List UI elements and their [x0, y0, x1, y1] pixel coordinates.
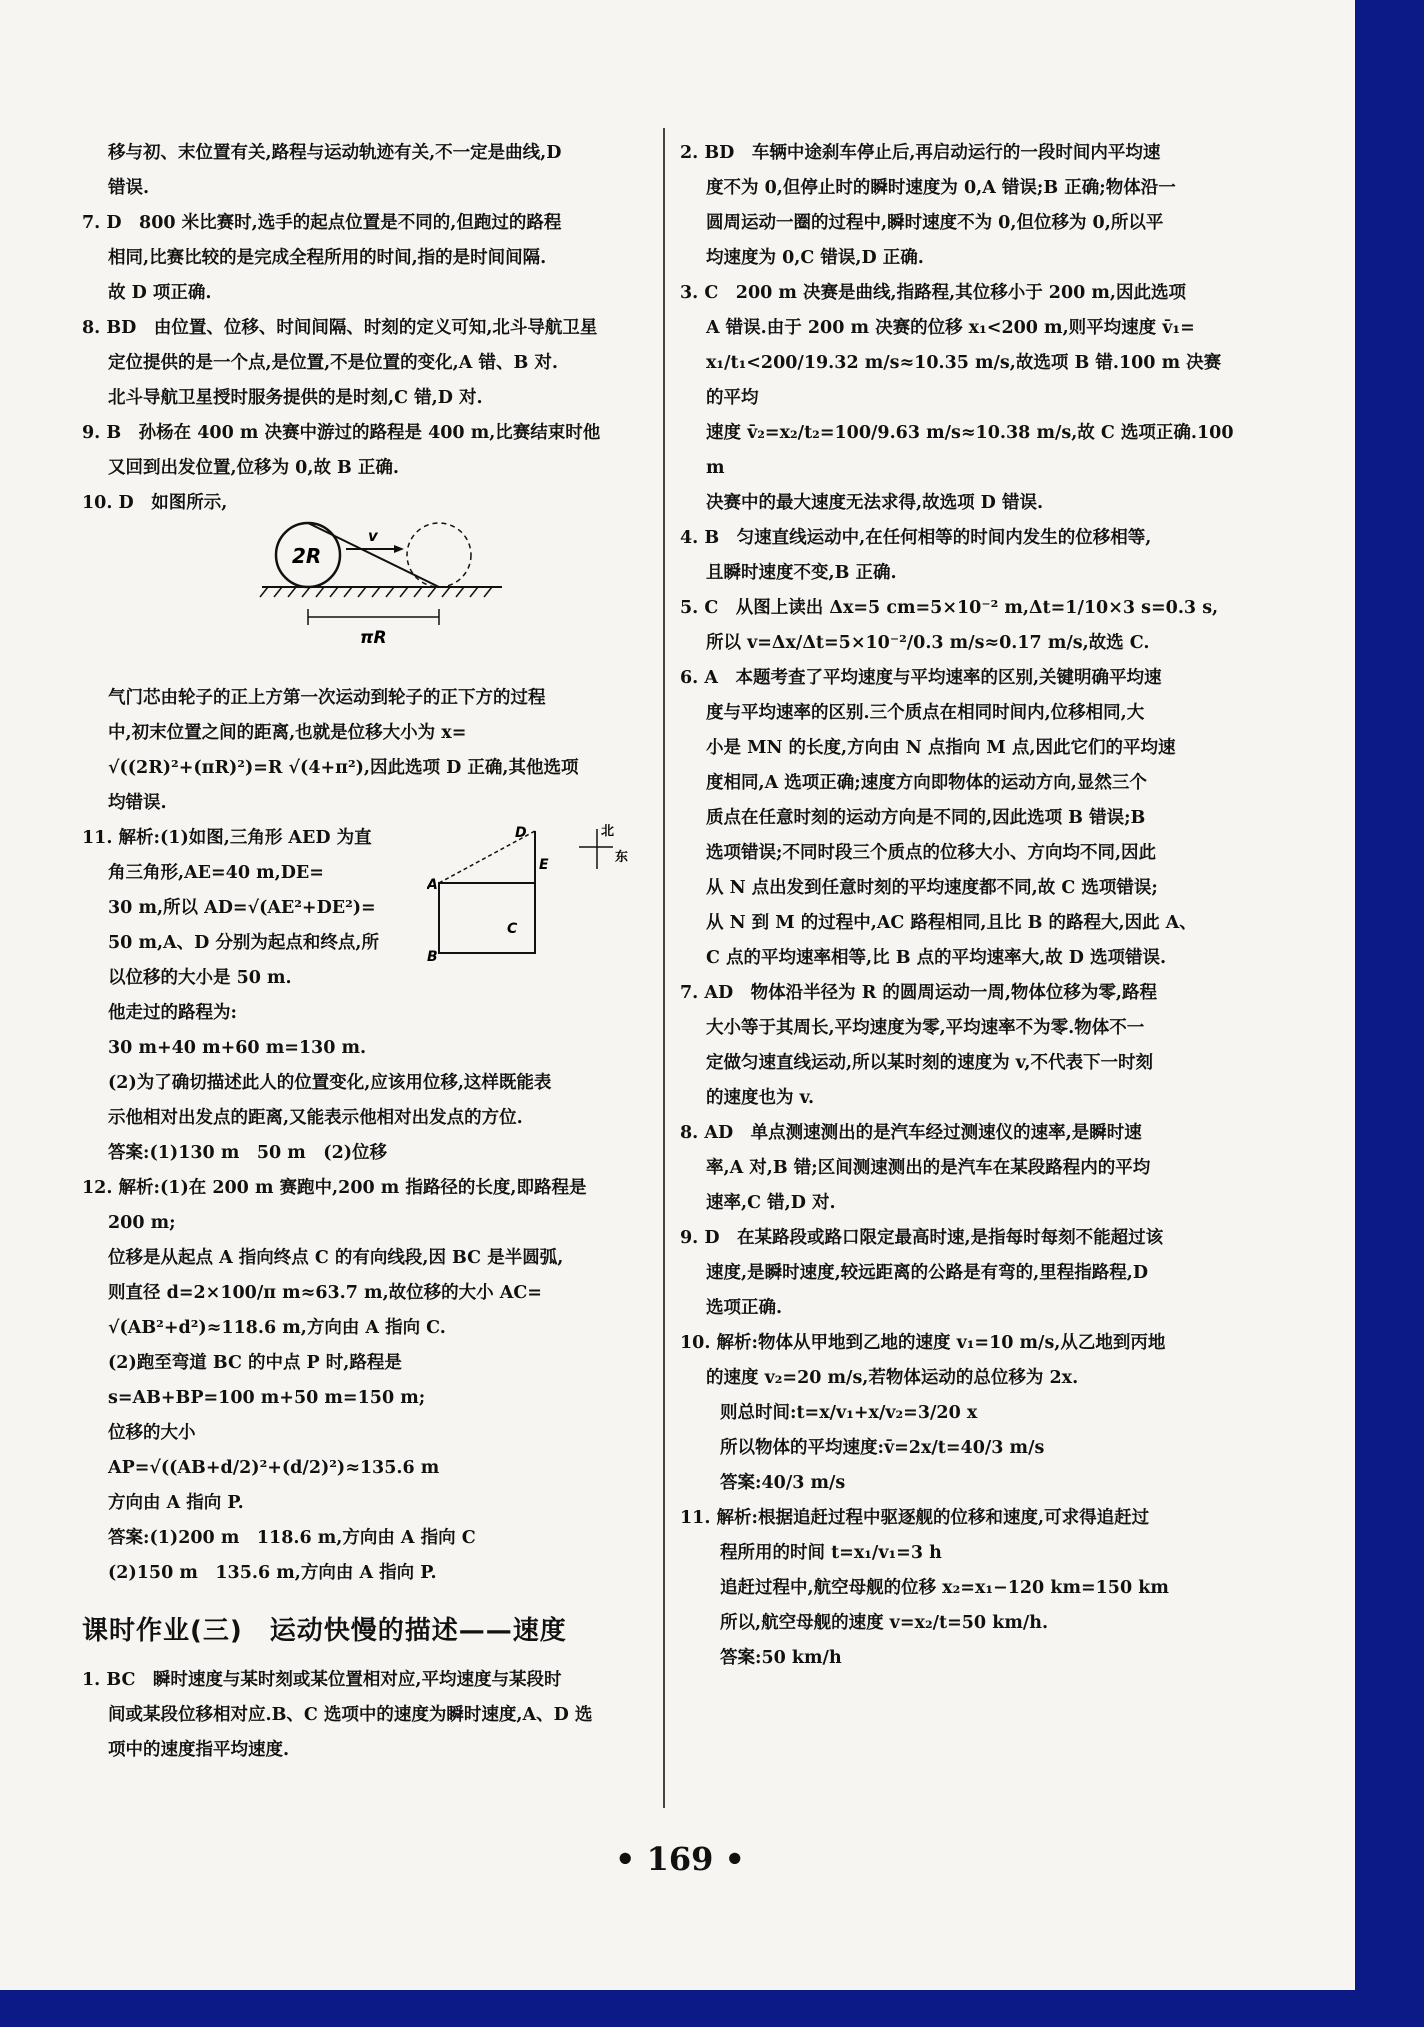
- text-line: 定做匀速直线运动,所以某时刻的速度为 v,不代表下一时刻: [706, 1053, 1154, 1073]
- wheel-figure: [82, 521, 647, 681]
- text-line: (2)为了确切描述此人的位置变化,应该用位移,这样既能表: [108, 1073, 552, 1093]
- text-line: 9. D 在某路段或路口限定最高时速,是指每时每刻不能超过该: [680, 1228, 1164, 1248]
- text-line: 50 m,A、D 分别为起点和终点,所: [108, 933, 379, 953]
- label-east: 东: [615, 850, 629, 865]
- text-line: 则总时间:t=x/v₁+x/v₂=3/20 x: [720, 1403, 978, 1423]
- text-line: 且瞬时速度不变,B 正确.: [706, 563, 897, 583]
- label-north: 北: [601, 824, 615, 839]
- text-line: 间或某段位移相对应.B、C 选项中的速度为瞬时速度,A、D 选: [108, 1705, 593, 1725]
- text-line: 均错误.: [108, 793, 167, 813]
- answer-line: 答案:40/3 m/s: [720, 1473, 846, 1493]
- text-line: 速度,是瞬时速度,较远距离的公路是有弯的,里程指路程,D: [706, 1263, 1149, 1283]
- label-C: C: [507, 921, 518, 937]
- label-v: v: [368, 527, 378, 545]
- text-line: 追赶过程中,航空母舰的位移 x₂=x₁−120 km=150 km: [720, 1578, 1169, 1598]
- text-line: √((2R)²+(πR)²)=R √(4+π²),因此选项 D 正确,其他选项: [108, 758, 579, 778]
- text-line: 选项错误;不同时段三个质点的位移大小、方向均不同,因此: [706, 843, 1157, 863]
- text-line: 4. B 匀速直线运动中,在任何相等的时间内发生的位移相等,: [680, 528, 1152, 548]
- text-line: 错误.: [108, 178, 150, 198]
- column-divider: [663, 128, 665, 1808]
- text-line: 位移是从起点 A 指向终点 C 的有向线段,因 BC 是半圆弧,: [108, 1248, 564, 1268]
- text-line: 方向由 A 指向 P.: [108, 1493, 244, 1513]
- text-line: 位移的大小: [108, 1423, 196, 1443]
- text-line: 圆周运动一圈的过程中,瞬时速度不为 0,但位移为 0,所以平: [706, 213, 1164, 233]
- label-E: E: [539, 857, 549, 873]
- text-line: 决赛中的最大速度无法求得,故选项 D 错误.: [706, 493, 1044, 513]
- text-line: 率,A 对,B 错;区间测速测出的是汽车在某段路程内的平均: [706, 1158, 1151, 1178]
- triangle-figure: [427, 821, 657, 971]
- text-line: 8. AD 单点测速测出的是汽车经过测速仪的速率,是瞬时速: [680, 1123, 1142, 1143]
- text-line: 11. 解析:根据追赶过程中驱逐舰的位移和速度,可求得追赶过: [680, 1508, 1150, 1528]
- text-line: 则直径 d=2×100/π m≈63.7 m,故位移的大小 AC=: [108, 1283, 542, 1303]
- text-line: 的速度也为 v.: [706, 1088, 815, 1108]
- text-line: 5. C 从图上读出 Δx=5 cm=5×10⁻² m,Δt=1/10×3 s=0.3 s,: [680, 598, 1219, 618]
- text-line: 气门芯由轮子的正上方第一次运动到轮子的正下方的过程: [108, 688, 546, 708]
- text-line: 所以物体的平均速度:v̄=2x/t=40/3 m/s: [720, 1438, 1045, 1458]
- text-line: 移与初、末位置有关,路程与运动轨迹有关,不一定是曲线,D: [108, 143, 562, 163]
- text-line: 从 N 点出发到任意时刻的平均速度都不同,故 C 选项错误;: [706, 878, 1158, 898]
- label-B: B: [427, 949, 438, 965]
- text-line: 11. 解析:(1)如图,三角形 AED 为直: [82, 828, 372, 848]
- text-line: 7. AD 物体沿半径为 R 的圆周运动一周,物体位移为零,路程: [680, 983, 1158, 1003]
- text-line: 8. BD 由位置、位移、时间间隔、时刻的定义可知,北斗导航卫星: [82, 318, 598, 338]
- text-line: 2. BD 车辆中途刹车停止后,再启动运行的一段时间内平均速: [680, 143, 1161, 163]
- text-line: 度与平均速率的区别.三个质点在相同时间内,位移相同,大: [706, 703, 1145, 723]
- text-line: (2)跑至弯道 BC 的中点 P 时,路程是: [108, 1353, 402, 1373]
- text-line: 6. A 本题考查了平均速度与平均速率的区别,关键明确平均速: [680, 668, 1162, 688]
- answer-line: 答案:50 km/h: [720, 1648, 842, 1668]
- text-line: 选项正确.: [706, 1298, 783, 1318]
- text-line: 12. 解析:(1)在 200 m 赛跑中,200 m 指路径的长度,即路程是: [82, 1178, 587, 1198]
- q11-block: [82, 821, 647, 996]
- text-line: 所以,航空母舰的速度 v=x₂/t=50 km/h.: [720, 1613, 1049, 1633]
- text-line: 从 N 到 M 的过程中,AC 路程相同,且比 B 的路程大,因此 A、: [706, 913, 1197, 933]
- text-line: 的速度 v₂=20 m/s,若物体运动的总位移为 2x.: [706, 1368, 1079, 1388]
- text-line: C 点的平均速率相等,比 B 点的平均速率大,故 D 选项错误.: [706, 948, 1167, 968]
- right-edge-bar: [1355, 0, 1424, 2027]
- text-line: 中,初末位置之间的距离,也就是位移大小为 x=: [108, 723, 467, 743]
- page-number: • 169 •: [615, 1840, 745, 1878]
- text-line: √(AB²+d²)≈118.6 m,方向由 A 指向 C.: [108, 1318, 446, 1338]
- text-line: 30 m+40 m+60 m=130 m.: [108, 1038, 367, 1058]
- text-line: 30 m,所以 AD=√(AE²+DE²)=: [108, 898, 376, 918]
- text-line: 7. D 800 米比赛时,选手的起点位置是不同的,但跑过的路程: [82, 213, 562, 233]
- text-line: 均速度为 0,C 错误,D 正确.: [706, 248, 924, 268]
- text-line: AP=√((AB+d/2)²+(d/2)²)≈135.6 m: [108, 1458, 440, 1478]
- text-line: 质点在任意时刻的运动方向是不同的,因此选项 B 错误;B: [706, 808, 1146, 828]
- rectangle-path: [439, 883, 535, 953]
- text-line: x₁/t₁<200/19.32 m/s≈10.35 m/s,故选项 B 错.100 m 决赛的平均: [706, 353, 1222, 408]
- text-line: 定位提供的是一个点,是位置,不是位置的变化,A 错、B 对.: [108, 353, 558, 373]
- text-line: 度相同,A 选项正确;速度方向即物体的运动方向,显然三个: [706, 773, 1147, 793]
- text-line: 他走过的路程为:: [108, 1003, 237, 1023]
- text-line: (2)150 m 135.6 m,方向由 A 指向 P.: [108, 1563, 437, 1583]
- text-line: 以位移的大小是 50 m.: [108, 968, 292, 988]
- text-line: 大小等于其周长,平均速度为零,平均速率不为零.物体不一: [706, 1018, 1145, 1038]
- text-line: 北斗导航卫星授时服务提供的是时刻,C 错,D 对.: [108, 388, 483, 408]
- label-2R: 2R: [292, 544, 322, 568]
- text-line: 角三角形,AE=40 m,DE=: [108, 863, 324, 883]
- section-title: 课时作业(三) 运动快慢的描述——速度: [82, 1616, 567, 1646]
- text-line: 速度 v̄₂=x₂/t₂=100/9.63 m/s≈10.38 m/s,故 C 选项正确.100 m: [706, 423, 1234, 478]
- text-line: 程所用的时间 t=x₁/v₁=3 h: [720, 1543, 942, 1563]
- text-line: 又回到出发位置,位移为 0,故 B 正确.: [108, 458, 400, 478]
- label-D: D: [515, 825, 527, 841]
- text-line: 小是 MN 的长度,方向由 N 点指向 M 点,因此它们的平均速: [706, 738, 1176, 758]
- wheel-dashed-circle: [407, 523, 471, 587]
- label-piR: πR: [360, 628, 387, 648]
- text-line: 9. B 孙杨在 400 m 决赛中游过的路程是 400 m,比赛结束时他: [82, 423, 601, 443]
- right-column: [680, 136, 1235, 1676]
- text-line: A 错误.由于 200 m 决赛的位移 x₁<200 m,则平均速度 v̄₁=: [706, 318, 1195, 338]
- text-line: 示他相对出发点的距离,又能表示他相对出发点的方位.: [108, 1108, 523, 1128]
- text-line: 10. 解析:物体从甲地到乙地的速度 v₁=10 m/s,从乙地到丙地: [680, 1333, 1166, 1353]
- left-column: [82, 136, 647, 1768]
- text-line: 所以 v=Δx/Δt=5×10⁻²/0.3 m/s≈0.17 m/s,故选 C.: [706, 633, 1150, 653]
- text-line: 项中的速度指平均速度.: [108, 1740, 290, 1760]
- text-line: 速率,C 错,D 对.: [706, 1193, 836, 1213]
- text-line: 度不为 0,但停止时的瞬时速度为 0,A 错误;B 正确;物体沿一: [706, 178, 1176, 198]
- text-line: 10. D 如图所示,: [82, 493, 228, 513]
- text-line: 200 m;: [108, 1213, 176, 1233]
- text-line: 相同,比赛比较的是完成全程所用的时间,指的是时间间隔.: [108, 248, 547, 268]
- answer-line: 答案:(1)130 m 50 m (2)位移: [108, 1143, 388, 1163]
- text-line: 1. BC 瞬时速度与某时刻或某位置相对应,平均速度与某段时: [82, 1670, 562, 1690]
- text-line: 故 D 项正确.: [108, 283, 212, 303]
- label-A: A: [427, 877, 438, 893]
- text-line: s=AB+BP=100 m+50 m=150 m;: [108, 1388, 426, 1408]
- answer-line: 答案:(1)200 m 118.6 m,方向由 A 指向 C: [108, 1528, 476, 1548]
- bottom-edge-bar: [0, 1990, 1424, 2027]
- text-line: 3. C 200 m 决赛是曲线,指路程,其位移小于 200 m,因此选项: [680, 283, 1187, 303]
